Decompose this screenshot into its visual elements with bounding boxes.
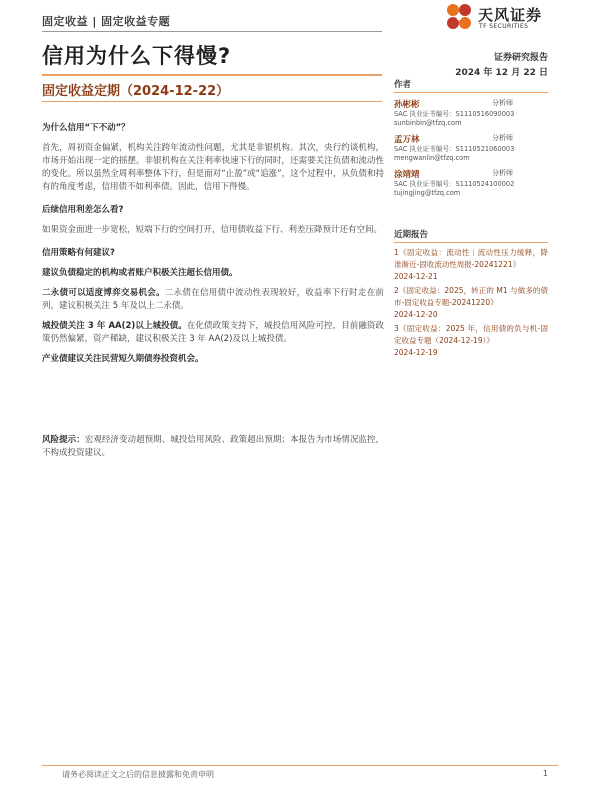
recent-report-link[interactable] xyxy=(394,247,548,283)
author-sac: SAC 执业证书编号：S1110524100002 xyxy=(394,180,515,188)
authors-title: 作者 xyxy=(394,78,548,93)
header-divider xyxy=(42,31,382,32)
author-card xyxy=(394,168,548,198)
tf-logo-icon xyxy=(444,2,474,32)
paragraph: 如果资金面进一步宽松，短端下行的空间打开，信用债收益下行、利差压降预计还有空间。 xyxy=(42,225,383,235)
report-date: 2024 年 12 月 22 日 xyxy=(455,68,548,78)
paragraph: 首先，周初资金偏紧，机构关注跨年流动性问题，尤其是非银机构。其次，央行约谈机构，市场开始出现一定的摇摆。非银机构在关注利率快速下行的同时，还需要关注负债和流动性的变化。所以虽然全周利率整体下行，但是面对“止盈”或“追涨”，这个过程中，从负债和持有的角度考虑，信用债不如利率债。因此，信用下得慢。 xyxy=(42,143,384,192)
report-category: 固定收益 | 固定收益专题 xyxy=(42,15,171,28)
recent-report-link[interactable] xyxy=(394,285,548,321)
recent-reports-list xyxy=(394,247,548,359)
page-subtitle: 固定收益定期（2024-12-22） xyxy=(42,84,230,99)
paragraph-lead: 二永债可以适度博弈交易机会。 xyxy=(42,288,165,298)
author-card xyxy=(394,133,548,163)
author-role: 分析师 xyxy=(492,99,513,107)
author-name: 孟万林 xyxy=(394,135,420,145)
author-sac: SAC 执业证书编号：S1110521060003 xyxy=(394,145,515,153)
recent-report-title[interactable]: 1《固定收益：流动性｜流动性压力缓释，降准渐近-固收流动性周报-20241221》 xyxy=(394,248,548,269)
recent-report-title[interactable]: 2《固定收益：2025，转正的 M1 与做多的债市-固定收益专题-20241220》 xyxy=(394,286,548,307)
sidebar xyxy=(394,78,548,361)
author-email[interactable]: sunbinbin@tfzq.com xyxy=(394,119,462,127)
risk-label: 风险提示： xyxy=(42,435,85,445)
paragraph xyxy=(42,287,384,313)
recent-report-title[interactable]: 3《固定收益：2025 年，信用债的负与机-固定收益专题（2024-12-19）》 xyxy=(394,324,548,345)
recent-report-date: 2024-12-19 xyxy=(394,348,438,357)
logo-name: 天风证券 xyxy=(478,6,543,24)
question-heading: 为什么信用“下不动”？ xyxy=(42,123,130,133)
author-name: 涂靖靖 xyxy=(394,170,420,180)
paragraph-lead: 城投债关注 3 年 AA(2)以上城投债。 xyxy=(42,321,187,331)
author-card xyxy=(394,98,548,128)
page-number: 1 xyxy=(542,769,548,778)
footer-disclaimer: 请务必阅读正文之后的信息披露和免责申明 xyxy=(62,770,214,779)
author-sac: SAC 执业证书编号：S1110516090003 xyxy=(394,110,515,118)
report-type: 证券研究报告 xyxy=(493,53,548,63)
paragraph xyxy=(42,320,384,346)
question-heading: 信用策略有何建议? xyxy=(42,248,115,258)
author-role: 分析师 xyxy=(492,134,513,142)
recent-report-date: 2024-12-20 xyxy=(394,310,438,319)
risk-warning xyxy=(42,434,384,460)
recommendation: 产业债建议关注民营短久期债券投资机会。 xyxy=(42,354,204,364)
paragraph-body: 在化债政策支持下，城投信用风险可控，目前融资政策仍然偏紧，资产稀缺，建议积极关注 3 年 AA(2)及以上城投债。 xyxy=(42,321,384,344)
author-email[interactable]: mengwanlin@tfzq.com xyxy=(394,154,470,162)
recent-report-link[interactable] xyxy=(394,323,548,359)
recent-reports-title: 近期报告 xyxy=(394,228,548,243)
author-role: 分析师 xyxy=(492,169,513,177)
risk-text: 宏观经济变动超预期、城投信用风险、政策超出预期；本报告为市场情况监控，不构成投资建议。 xyxy=(42,435,384,458)
logo-english-name: TF SECURITIES xyxy=(479,23,529,30)
footer-divider xyxy=(42,765,558,766)
paragraph-body: 二永债在信用债中流动性表现较好，收益率下行时走在前列，建议积极关注 5 年及以上二永债。 xyxy=(42,288,384,311)
main-content xyxy=(42,122,384,460)
recent-report-date: 2024-12-21 xyxy=(394,272,438,281)
subtitle-divider xyxy=(42,101,382,102)
title-divider xyxy=(42,74,382,76)
company-logo xyxy=(444,2,564,34)
question-heading: 后续信用利差怎么看? xyxy=(42,205,124,215)
page-title: 信用为什么下得慢? xyxy=(42,44,232,68)
recommendation: 建议负债稳定的机构或者账户积极关注超长信用债。 xyxy=(42,268,238,278)
author-name: 孙彬彬 xyxy=(394,100,420,110)
author-email[interactable]: tujingjing@tfzq.com xyxy=(394,189,461,197)
